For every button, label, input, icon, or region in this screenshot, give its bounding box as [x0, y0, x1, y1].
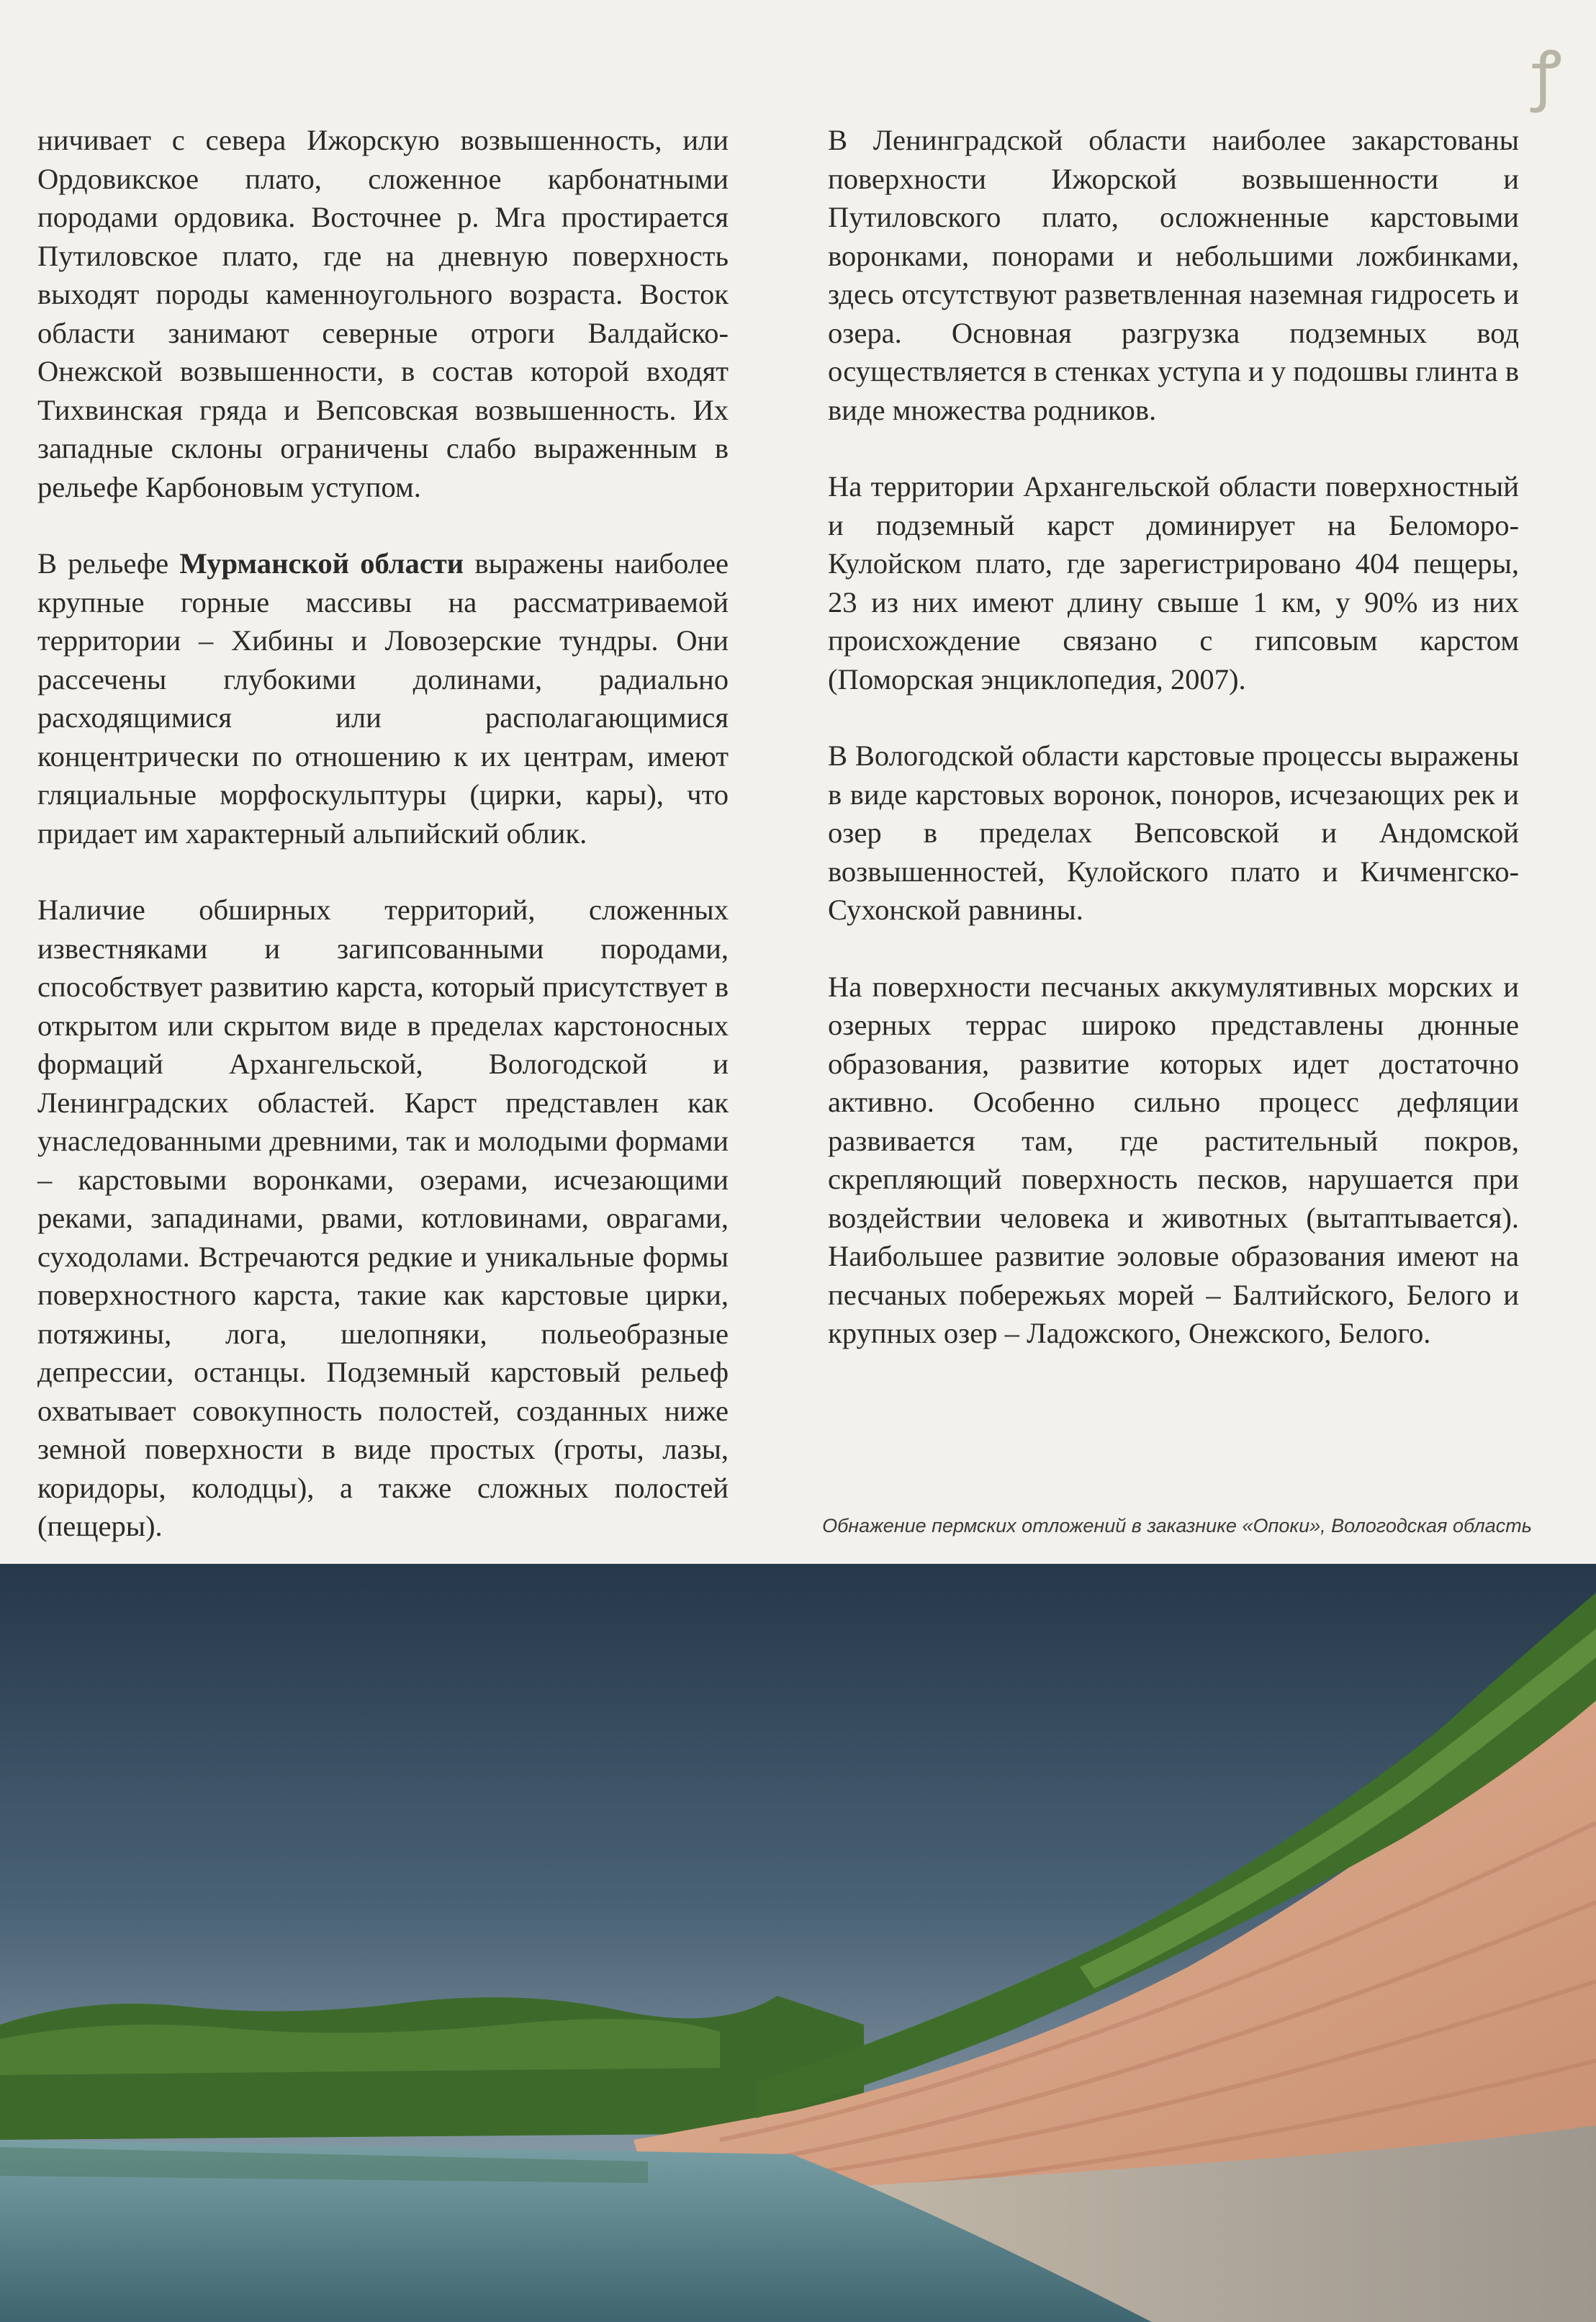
right-paragraph-2: На территории Архангельской области поверхностный и подземный карст доминирует на Беломоро-Кулойском плато, где зарегистрировано 404 пещеры, 23 из них имеют длину свыше 1 км, у 90% из них происхождение связано с гипсовым карстом (Поморская энциклопедия, 2007). [828, 470, 1519, 696]
left-paragraph-2 [37, 544, 729, 852]
right-column [828, 121, 1519, 1391]
left-paragraph-2-lead: В рельефе [37, 547, 180, 580]
left-paragraph-1: ничивает с севера Ижорскую возвышенность, или Ордовикское плато, сложенное карбонатными породами ордовика. Восточнее р. Мга простирается Путиловское плато, где на дневную поверхность выходят породы каменноугольного возраста. Восток области занимают северные отроги Валдайско-Онежской возвышенности, в состав которой входят Тихвинская гряда и Вепсовская возвышенность. Их западные склоны ограничены слабо выраженным в рельефе Карбоновым уступом. [37, 124, 729, 503]
left-paragraph-3: Наличие обширных территорий, сложенных известняками и загипсованными породами, способствует развитию карста, который присутствует в открытом или скрытом виде в пределах карстоносных формаций Архангельской, Вологодской и Ленинградских областей. Карст представлен как унаследованными древними, так и молодыми формами – карстовыми воронками, озерами, исчезающими реками, западинами, рвами, котловинами, оврагами, суходолами. Встречаются редкие и уникальные формы поверхностного карста, такие как карстовые цирки, потяжины, лога, шелопняки, польеобразные депрессии, останцы. Подземный карстовый рельеф охватывает совокупность полостей, созданных ниже земной поверхности в виде простых (гроты, лазы, коридоры, колодцы), а также сложных полостей (пещеры). [37, 894, 729, 1542]
landscape-photo [0, 1564, 1596, 2322]
right-paragraph-4: На поверхности песчаных аккумулятивных морских и озерных террас широко представлены дюнные образования, развитие которых идет достаточно активно. Особенно сильно процесс дефляции развивается там, где растительный покров, скрепляющий поверхность песков, нарушается при воздействии человека и животных (вытаптывается). Наибольшее развитие эоловые образования имеют на песчаных побережьях морей – Балтийского, Белого и крупных озер – Ладожского, Онежского, Белого. [828, 970, 1519, 1349]
landscape-illustration [0, 1564, 1596, 2322]
page-corner-mark: ꝭ [1531, 40, 1562, 112]
left-column [37, 121, 729, 1584]
left-paragraph-2-rest: выражены наиболее крупные горные массивы на рассматриваемой территории – Хибины и Ловозерские тундры. Они рассечены глубокими долинами, радиально расходящимися или располагающимися концентрически по отношению к их центрам, имеют гляциальные морфоскульптуры (цирки, кары), что придает им характерный альпийский облик. [37, 547, 729, 850]
photo-caption: Обнажение пермских отложений в заказнике «Опоки», Вологодская область [822, 1515, 1532, 1536]
murmansk-region-heading: Мурманской области [179, 547, 464, 580]
right-paragraph-1: В Ленинградской области наиболее закарстованы поверхности Ижорской возвышенности и Путиловского плато, осложненные карстовыми воронками, понорами и небольшими ложбинками, здесь отсутствуют разветвленная наземная гидросеть и озера. Основная разгрузка подземных вод осуществляется в стенках уступа и у подошвы глинта в виде множества родников. [828, 124, 1519, 426]
right-paragraph-3: В Вологодской области карстовые процессы выражены в виде карстовых воронок, поноров, исчезающих рек и озер в пределах Вепсовской и Андомской возвышенностей, Кулойского плато и Кичменгско-Сухонской равнины. [828, 739, 1519, 926]
